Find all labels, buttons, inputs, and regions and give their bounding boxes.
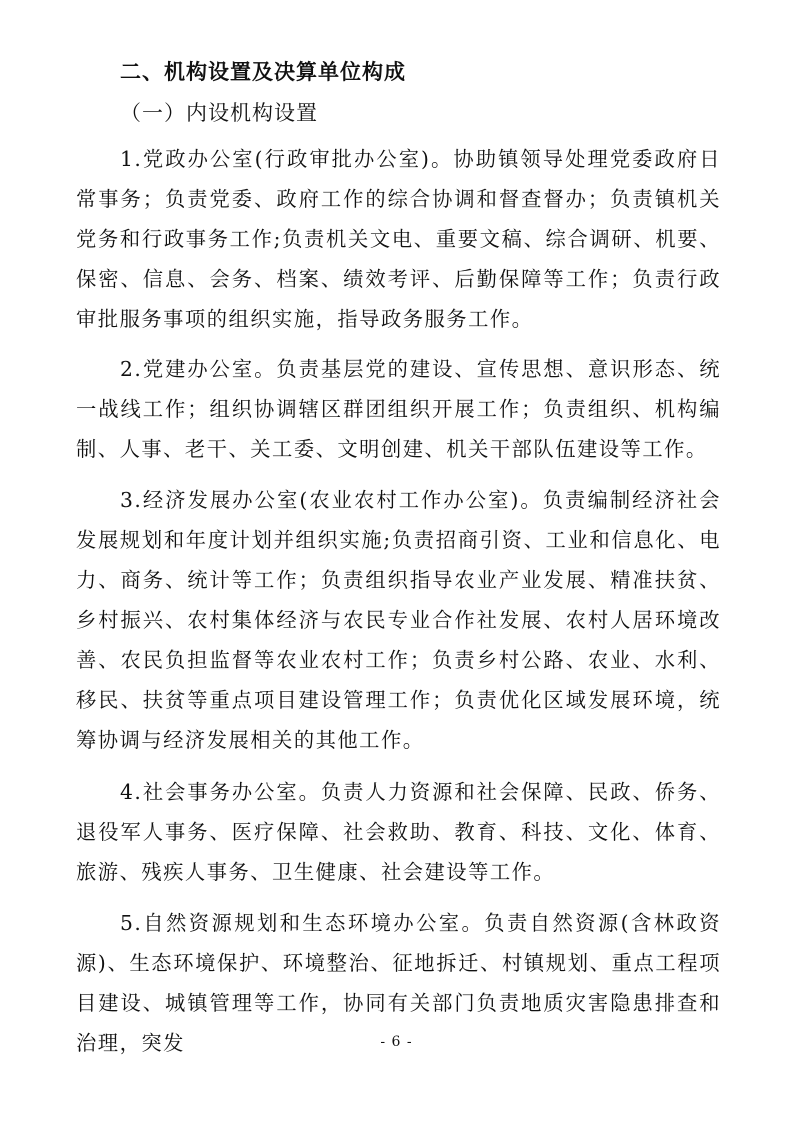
paragraph-economic-development-office: 3.经济发展办公室(农业农村工作办公室)。负责编制经济社会发展规划和年度计划并组织实施;负责招商引资、工业和信息化、电力、商务、统计等工作；负责组织指导农业产业发展、精准扶贫、乡村振兴、农村集体经济与农民专业合作社发展、农村人居环境改善、农民负担监督等农业农村工作；负责乡村公路、农业、水利、移民、扶贫等重点项目建设管理工作；负责优化区域发展环境，统筹协调与经济发展相关的其他工作。 — [76, 488, 721, 752]
page-number: - 6 - — [380, 1034, 413, 1050]
subsection-heading: （一）内设机构设置 — [120, 101, 318, 125]
section-heading: 二、机构设置及决算单位构成 — [120, 60, 406, 84]
paragraph-party-government-office: 1.党政办公室(行政审批办公室)。协助镇领导处理党委政府日常事务；负责党委、政府工作的综合协调和督查督办；负责镇机关党务和行政事务工作;负责机关文电、重要文稿、综合调研、机要、保密、信息、会务、档案、绩效考评、后勤保障等工作；负责行政审批服务事项的组织实施，指导政务服务工作。 — [76, 147, 721, 331]
paragraph-party-building-office: 2.党建办公室。负责基层党的建设、宣传思想、意识形态、统一战线工作；组织协调辖区群团组织开展工作；负责组织、机构编制、人事、老干、关工委、文明创建、机关干部队伍建设等工作。 — [76, 357, 721, 461]
paragraph-natural-resources-office: 5.自然资源规划和生态环境办公室。负责自然资源(含林政资源)、生态环境保护、环境整治、征地拆迁、村镇规划、重点工程项目建设、城镇管理等工作，协同有关部门负责地质灾害隐患排查和治理，突发 — [76, 911, 721, 1055]
paragraph-social-affairs-office: 4.社会事务办公室。负责人力资源和社会保障、民政、侨务、退役军人事务、医疗保障、社会救助、教育、科技、文化、体育、旅游、残疾人事务、卫生健康、社会建设等工作。 — [76, 780, 721, 884]
